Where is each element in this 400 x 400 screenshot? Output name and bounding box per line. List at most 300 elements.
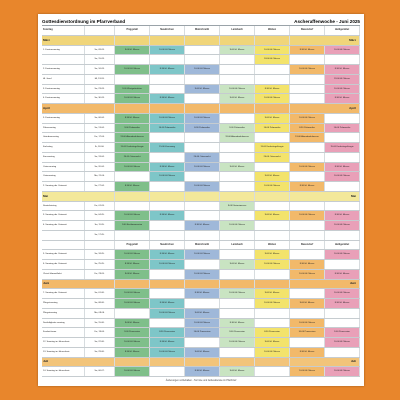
table-row [42,289,360,299]
service-cell: 8:30 Hl. Messe [185,221,220,230]
service-cell: 10:00 Hl. Messe [325,85,360,94]
service-cell [220,270,255,279]
column-header: Laimbach [220,241,255,250]
month-band [42,104,360,114]
service-cell: 8:30 Hl. Messe [290,260,325,269]
service-cell: 10:00 Hl. Messe [290,319,325,328]
band-cell [255,358,290,367]
service-cell: 10:00 Prozession [185,328,220,337]
service-cell: 15:00 Kreuzweg [150,143,185,152]
service-cell: 9:00 Prozession [115,328,150,337]
service-cell: 9:00 Hl. Messe [290,299,325,308]
service-cell: 9:00 Hl. Messe [255,172,290,181]
service-cell: 10:00 Hl. Messe [290,367,325,376]
column-header: Heiligenblut [325,241,360,250]
table-row [42,221,360,231]
service-cell: 19:00 Abendmahlmesse [290,133,325,142]
band-cell [255,192,290,201]
service-cell: 10:00 Hl. Messe [150,348,185,357]
feast-cell [42,55,85,64]
service-cell: 9:00 Palmweihe [115,124,150,133]
column-header-row [42,26,360,36]
feast-cell: 12. Sonntag im Jahreskreis [42,338,85,347]
service-cell [150,270,185,279]
service-cell: 8:30 Hl. Messe [325,299,360,308]
feast-cell: Pfingstmontag [42,309,85,318]
service-cell: 10:00 Hl. Messe [220,221,255,230]
service-cell [255,231,290,240]
service-cell [185,211,220,220]
date-cell: So, 04.05. [85,211,115,220]
feast-cell: 4. Sonntag der Osterzeit [42,221,85,230]
date-cell: So, 09.03. [85,46,115,55]
band-cell [220,104,255,113]
service-cell [185,94,220,103]
service-cell: 9:00 Hl. Messe [220,46,255,55]
service-cell [150,133,185,142]
service-cell [185,260,220,269]
service-cell [255,367,290,376]
service-cell [220,114,255,123]
service-cell [220,211,255,220]
service-cell [220,75,255,84]
date-cell: So, 15.06. [85,319,115,328]
service-cell [325,202,360,211]
service-cell: 8:30 Hl. Messe [290,182,325,191]
feast-cell: 5. Sonntag der Osterzeit [42,250,85,259]
table-row [42,348,360,358]
service-cell: 15:00 Karfreitagsliturgie [255,143,290,152]
service-cell: 10:00 Hl. Messe [325,367,360,376]
schedule-table [42,25,360,377]
service-cell: 10:00 Hl. Messe [185,182,220,191]
feast-cell: 4. Fastensonntag [42,94,85,103]
month-label: Juli [42,358,115,367]
table-row [42,260,360,270]
service-cell: 10:00 Palmweihe [255,124,290,133]
month-label: Juni [42,280,115,289]
service-cell: 10:00 Hl. Messe [325,221,360,230]
table-row [42,270,360,280]
column-header: Weiten [255,26,290,35]
service-cell [255,319,290,328]
service-cell: 9:00 Hl. Messe [255,211,290,220]
service-cell: 8:30 Hl. Messe [290,46,325,55]
service-cell: 8:30 Hl. Messe [325,163,360,172]
service-cell: 9:00 Prozession [325,328,360,337]
column-header: Raxendorf [290,241,325,250]
feast-cell: Ostermontag [42,172,85,181]
service-cell: 20:00 Osternacht [185,153,220,162]
service-cell [255,133,290,142]
service-cell: 10:00 Hl. Messe [185,114,220,123]
service-cell: 10:00 Hl. Messe [220,338,255,347]
service-cell: 10:00 Hl. Messe [325,289,360,298]
column-header: Pöggstall [115,241,150,250]
band-cell [150,192,185,201]
table-row [42,75,360,85]
service-cell: 8:30 Hl. Messe [290,348,325,357]
band-cell [185,36,220,45]
table-row [42,94,360,104]
table-row [42,328,360,338]
service-cell: 9:00 Hl. Messe [255,338,290,347]
service-cell [150,319,185,328]
service-cell [150,153,185,162]
table-row [42,133,360,143]
service-cell [290,231,325,240]
date-cell: So, 13.04. [85,124,115,133]
band-cell [115,358,150,367]
table-row [42,46,360,56]
month-label-right: April [290,104,360,113]
table-row [42,338,360,348]
table-row [42,114,360,124]
service-cell: 8:30 Hl. Messe [255,85,290,94]
service-cell [185,133,220,142]
month-label-right: März [290,36,360,45]
service-cell: 8:30 Hl. Messe [115,348,150,357]
service-cell [290,153,325,162]
service-cell [290,85,325,94]
column-header: Weiten [255,241,290,250]
service-cell: 9:00 Florianimesse [220,202,255,211]
service-cell: 8:30 Palmweihe [290,124,325,133]
date-cell: So, 11.05. [85,221,115,230]
feast-cell: Fronleichnam [42,328,85,337]
service-cell: 10:00 Hl. Messe [185,319,220,328]
feast-cell: Ostersonntag [42,163,85,172]
service-cell: 10:00 Hl. Messe [290,163,325,172]
service-cell [185,143,220,152]
service-cell [220,143,255,152]
feast-cell: Palmsonntag [42,124,85,133]
service-cell: 10:00 Hl. Messe [115,211,150,220]
column-header: Pöggstall [115,26,150,35]
service-cell: 10:00 Hl. Messe [325,46,360,55]
service-cell: 10:00 Hl. Messe [290,270,325,279]
service-cell [220,65,255,74]
service-cell: 10:00 Hl. Messe [290,65,325,74]
service-cell [220,153,255,162]
date-cell: Do, 19.06. [85,328,115,337]
service-cell [150,55,185,64]
date-cell: Mi, 19.03. [85,75,115,84]
service-cell: 10:00 Hl. Messe [185,163,220,172]
service-cell: 10:00 Palmweihe [325,124,360,133]
service-cell [255,163,290,172]
date-cell: So, 08.06. [85,299,115,308]
band-cell [150,36,185,45]
service-cell: 19:00 Abendmahlmesse [220,133,255,142]
date-cell: So, 18.05. [85,250,115,259]
footnote: Änderungen vorbehalten - Termine und Gottesdienste im Pfarrbrief [165,378,237,382]
service-cell: 8:30 Hl. Messe [150,211,185,220]
service-cell: 10:00 Hl. Messe [325,172,360,181]
feast-cell: 2. Fastensonntag [42,65,85,74]
service-cell: 10:00 Hl. Messe [220,289,255,298]
service-cell [185,75,220,84]
service-cell [220,250,255,259]
feast-cell: 14. Sonntag im Jahreskreis [42,367,85,376]
service-cell: 9:00 Hl. Messe [185,309,220,318]
service-cell: 9:00 Palmweihe [220,124,255,133]
date-cell: So, 23.03. [85,85,115,94]
column-header [85,26,115,35]
column-header: Raxendorf [290,26,325,35]
service-cell: 10:00 Prozession [290,328,325,337]
service-cell [150,221,185,230]
service-cell [220,172,255,181]
table-row [42,299,360,309]
service-cell [325,231,360,240]
service-cell: 10:00 Hl. Messe [150,309,185,318]
feast-cell: 3. Fastensonntag [42,85,85,94]
service-cell: 10:00 Hl. Messe [255,46,290,55]
date-cell: So, 16.03. [85,65,115,74]
column-header-row [42,241,360,251]
service-cell [290,289,325,298]
column-header: Feiertag [42,26,85,35]
service-cell: 8:30 Hl. Messe [150,338,185,347]
service-cell [185,172,220,181]
service-cell [220,231,255,240]
service-cell [325,55,360,64]
service-cell: 10:00 Hl. Messe [115,250,150,259]
service-cell [325,182,360,191]
date-cell: So, 30.03. [85,94,115,103]
date-cell: So, 27.04. [85,182,115,191]
service-cell [220,55,255,64]
table-row [42,153,360,163]
column-header: Neukirchen [150,26,185,35]
service-cell: 19:00 Hl. Messe [325,75,360,84]
service-cell [255,75,290,84]
feast-cell: 5. Fastensonntag [42,114,85,123]
service-cell: 19:00 Abendmahlmesse [115,133,150,142]
table-row [42,85,360,95]
table-row [42,143,360,153]
service-cell [150,231,185,240]
service-cell [290,250,325,259]
feast-cell: Staatsfeiertag [42,202,85,211]
date-cell: Do, 17.04. [85,133,115,142]
month-band [42,36,360,46]
month-label: Mai [42,192,115,201]
service-cell: 10:00 Hl. Messe [185,65,220,74]
column-header: Münichreith [185,241,220,250]
band-cell [150,104,185,113]
service-cell: 10:00 Hl. Messe [290,114,325,123]
service-cell: 10:00 Hl. Messe [115,338,150,347]
band-cell [150,280,185,289]
service-cell: 10:00 Hl. Messe [255,348,290,357]
service-cell: 10:00 Hl. Messe [115,94,150,103]
service-cell [220,348,255,357]
service-cell [290,75,325,84]
service-cell: 10:00 Hl. Messe [150,260,185,269]
service-cell: 15:00 Karfreitagsliturgie [115,143,150,152]
band-cell [185,280,220,289]
date-cell: Sa, 19.04. [85,153,115,162]
service-cell [150,367,185,376]
feast-cell: Hl. Josef [42,75,85,84]
service-cell [115,231,150,240]
service-cell [290,143,325,152]
service-cell: 10:00 Hl. Messe [325,338,360,347]
month-label: April [42,104,115,113]
service-cell: 9:00 Hl. Messe [185,85,220,94]
service-cell [325,309,360,318]
service-cell [325,260,360,269]
date-cell: So, 25.05. [85,260,115,269]
feast-cell: 3. Sonntag der Osterzeit [42,211,85,220]
service-cell: 10:00 Hl. Messe [185,250,220,259]
feast-cell: Karfreitag [42,143,85,152]
date-cell: Do, 01.05. [85,202,115,211]
service-cell: 9:00 Hl. Messe [185,348,220,357]
service-cell: 8:30 Hl. Messe [185,367,220,376]
service-cell: 8:30 Prozession [150,328,185,337]
service-cell [325,319,360,328]
service-cell [220,299,255,308]
service-cell: 9:00 Hl. Messe [115,46,150,55]
service-cell [290,55,325,64]
band-cell [150,358,185,367]
column-header: Münichreith [185,26,220,35]
band-cell [115,192,150,201]
band-cell [115,104,150,113]
service-cell: 8:30 Hl. Messe [150,65,185,74]
month-band [42,280,360,290]
date-cell: Do, 29.05. [85,270,115,279]
service-cell: 20:00 Osternacht [255,153,290,162]
service-cell: 8:30 Hl. Messe [150,250,185,259]
service-cell [115,172,150,181]
service-cell: 15:00 Karfreitagsliturgie [325,143,360,152]
band-cell [220,192,255,201]
service-cell: 8:30 Hl. Messe [115,182,150,191]
service-cell: 9:00 Wortgottesfeier [115,85,150,94]
service-cell [150,289,185,298]
table-row [42,202,360,212]
service-cell: 10:00 Palmweihe [150,124,185,133]
table-row [42,250,360,260]
month-label-right: Juli [290,358,360,367]
feast-cell: Christi Himmelfahrt [42,270,85,279]
date-cell: So, 06.07. [85,367,115,376]
service-cell: 8:30 Hl. Messe [150,299,185,308]
table-row [42,367,360,377]
band-cell [220,36,255,45]
service-cell: 10:00 Hl. Messe [220,85,255,94]
service-cell: 8:30 Hl. Messe [150,94,185,103]
band-cell [255,280,290,289]
service-cell [185,55,220,64]
service-cell: 10:00 Hl. Messe [255,182,290,191]
date-cell: So, 01.06. [85,289,115,298]
column-header: Neukirchen [150,241,185,250]
service-cell: 8:30 Hl. Messe [325,94,360,103]
service-cell: 9:00 Hl. Messe [255,289,290,298]
service-cell: 10:00 Hl. Messe [255,299,290,308]
service-cell: 9:00 Erstkommunion [115,221,150,230]
band-cell [185,192,220,201]
service-cell: 20:00 Osternacht [115,153,150,162]
service-cell: 10:00 Hl. Messe [115,163,150,172]
period-label: Ascheraffenwoche - Juni 2025 [294,19,360,25]
service-cell: 9:00 Hl. Messe [220,94,255,103]
service-cell: 9:00 Hl. Messe [220,163,255,172]
date-cell: Mo, 21.04. [85,172,115,181]
service-cell [290,221,325,230]
service-cell: 10:00 Hl. Messe [150,172,185,181]
date-cell: Sa, 15.03. [85,55,115,64]
table-row [42,124,360,134]
service-cell: 8:30 Hl. Messe [325,65,360,74]
table-row [42,309,360,319]
service-cell: 10:00 Hl. Messe [115,65,150,74]
service-cell: 10:00 Hl. Messe [115,299,150,308]
service-cell: 10:00 Hl. Messe [255,260,290,269]
feast-cell [42,231,85,240]
band-cell [185,358,220,367]
service-cell [150,75,185,84]
month-label-right: Mai [290,192,360,201]
service-cell [255,221,290,230]
band-cell [255,36,290,45]
service-cell [115,75,150,84]
service-cell: 10:00 Hl. Messe [150,114,185,123]
service-cell [185,46,220,55]
service-cell: 8:30 Hl. Messe [325,270,360,279]
service-cell: 9:00 Hl. Messe [255,250,290,259]
feast-cell: Karsamstag [42,153,85,162]
service-cell: 9:00 Prozession [220,328,255,337]
service-cell [325,133,360,142]
service-cell: 9:00 Hl. Messe [255,114,290,123]
sheet-header [42,18,360,25]
band-cell [185,104,220,113]
service-cell [290,172,325,181]
service-cell [115,55,150,64]
table-row [42,231,360,241]
service-cell: 9:00 Hl. Messe [115,270,150,279]
date-cell: So, 20.04. [85,163,115,172]
table-row [42,65,360,75]
feast-cell: Gründonnerstag [42,133,85,142]
date-cell: Sa, 17.05. [85,231,115,240]
band-cell [220,280,255,289]
table-row [42,55,360,65]
column-header [42,241,85,250]
service-cell: 9:00 Hl. Messe [115,319,150,328]
service-cell [325,153,360,162]
service-cell [150,202,185,211]
band-cell [115,36,150,45]
service-cell [115,309,150,318]
page-title: Gottesdienstordnung im Pfarrverband [42,19,126,25]
service-cell: 8:30 Hl. Messe [325,211,360,220]
date-cell: So, 06.04. [85,114,115,123]
service-cell: 8:30 Hl. Messe [115,260,150,269]
service-cell: 8:30 Palmweihe [185,124,220,133]
feast-cell: Dreifaltigkeits-sonntag [42,319,85,328]
service-cell: 10:00 Hl. Messe [115,367,150,376]
date-cell: Mo, 09.06. [85,309,115,318]
table-row [42,172,360,182]
service-cell [290,202,325,211]
